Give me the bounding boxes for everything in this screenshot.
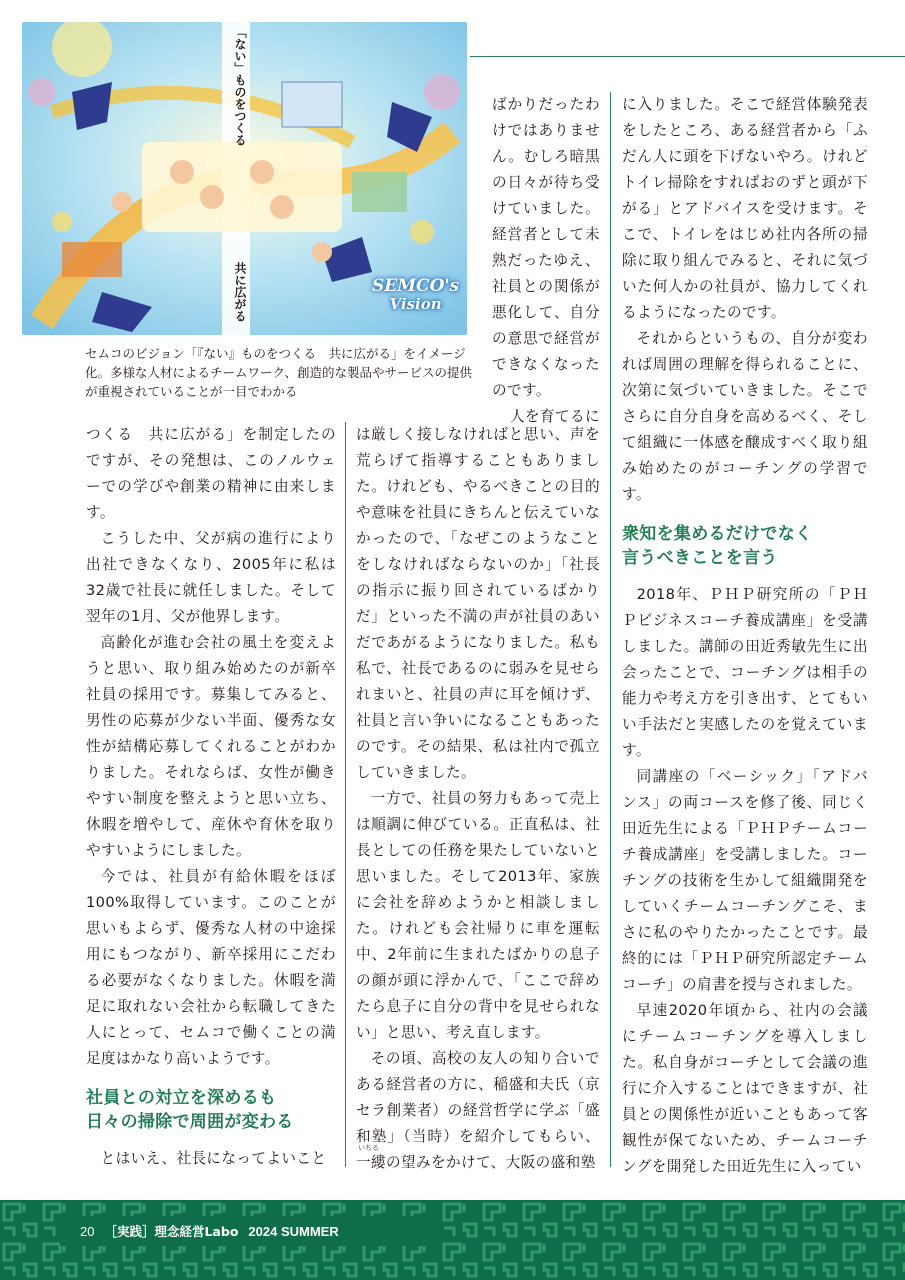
body-paragraph: 同講座の「ベーシック」「アドバンス」の両コースを修了後、同じく田近先生による「ＰＨＰチームコーチ養成講座」を受講しました。コーチングの技術を生かして組織開発をしていくチームコーチングこそ、まさに私のやりたかったことです。最終的には「ＰＨＰ研究所認定チームコーチ」の肩書を授与されました。 — [622, 768, 868, 993]
logo-line2: Vision — [389, 295, 442, 313]
body-paragraph: は厳しく接しなければと思い、声を荒らげて指導することもありました。けれども、やるべきことの目的や意味を社員にきちんと伝えていなかったので、「なぜこのようなことをしなければならないのか」「社長の指示に振り回されているばかりだ」といった不満の声が社員のあいだであがるようになりました。私も私で、社長であるのに弱みを見せられまいと、社員の声に耳を傾けず、社員と言い争いになることもあったのです。その結果、私は社内で孤立していきました。 — [356, 426, 600, 781]
body-paragraph: 2018年、ＰＨＰ研究所の「ＰＨＰビジネスコーチ養成講座」を受講しました。講師の田近秀敏先生に出会ったことで、コーチングは相手の能力や考え方を引き出す、とてもいい手法だと実感したのを覚えています。 — [622, 586, 868, 759]
column-rule — [610, 92, 611, 1167]
issue-label: 2024 SUMMER — [248, 1223, 339, 1239]
body-paragraph: 高齢化が進む会社の風土を変えようと思い、取り組み始めたのが新卒社員の採用です。募集してみると、男性の応募が少ない半面、優秀な女性が結構応募してくれることがわかりました。それならば、女性が働きやすい制度を整えようと思い立ち、休暇を増やして、産休や育休を取りやすいようにしました。 — [86, 634, 336, 859]
column-1 — [86, 422, 336, 1172]
top-rule — [470, 56, 905, 57]
body-paragraph: つくる 共に広がる」を制定したのですが、その発想は、このノルウェーでの学びや創業の精神に由来します。 — [86, 426, 336, 521]
section-heading — [622, 522, 868, 570]
body-paragraph: その頃、高校の友人の知り合いである経営者の方に、稲盛和夫氏（京セラ創業者）の経営哲学に学ぶ「盛和塾」（当時）を紹介してもらい、一縷の望みをかけて、大阪の盛和塾 — [356, 1050, 600, 1171]
body-paragraph: に入りました。そこで経営体験発表をしたところ、ある経営者から「ふだん人に頭を下げないやろ。けれどトイレ掃除をすればおのずと頭が下がる」とアドバイスを受けます。そこで、トイレをはじめ社内各所の掃除に取り組んでみると、それに気づいた何人かの社員が、協力してくれるようになったのです。 — [622, 96, 868, 321]
illustration-caption: セムコのビジョン「『ない』ものをつくる 共に広がる」をイメージ化。多様な人材によるチームワーク、創造的な製品やサービスの提供が重視されていることが一目でわかる — [85, 346, 473, 399]
body-paragraph: こうした中、父が病の進行により出社できなくなり、2005年に私は32歳で社長に就任しました。そして翌年の1月、父が他界します。 — [86, 530, 336, 625]
illustration-vertical-title: 「ない」ものをつくる — [233, 26, 247, 146]
body-paragraph: それからというもの、自分が変われば周囲の理解を得られることに、次第に気づいていきました。そこでさらに自分自身を高めるべく、そして組織に一体感を醸成すべく取り組み始めたのがコーチングの学習です。 — [622, 330, 868, 503]
column-2 — [356, 422, 600, 1176]
logo-line1: SEMCO's — [372, 276, 460, 296]
heading-line: 日々の掃除で周囲が変わる — [86, 1112, 294, 1132]
vision-illustration — [22, 22, 467, 335]
column-1-top — [492, 92, 600, 430]
heading-line: 衆知を集めるだけでなく — [622, 524, 813, 544]
illustration-vertical-subtitle: 共に広がる — [233, 262, 247, 322]
section-heading — [86, 1086, 336, 1134]
body-paragraph: ばかりだったわけではありません。むしろ暗黒の日々が待ち受けていました。経営者として未熟だったゆえ、社員との関係が悪化して、自分の意思で経営ができなくなったのです。 — [492, 96, 600, 399]
body-paragraph: 今では、社員が有給休暇をほぼ100%取得しています。このことが思いもよらず、優秀な人材の中途採用にもつながり、新卒採用にこだわる必要がなくなりました。休暇を満足に取れない会社から転職してきた人にとって、セムコで働くことの満足度はかなり高いようです。 — [86, 868, 336, 1067]
column-3 — [622, 92, 868, 1180]
body-paragraph: 一方で、社員の努力もあって売上は順調に伸びている。正直私は、社長としての任務を果たしていないと思いました。そして2013年、家族に会社を辞めようかと相談しました。けれども会社帰りに車を運転中、2年前に生まれたばかりの息子の顔が頭に浮かんで、「ここで辞めたら息子に自分の背中を見せられない」と思い、考え直します。 — [356, 790, 600, 1041]
footer-label — [60, 1216, 440, 1246]
page-footer — [0, 1200, 905, 1280]
ruby-reading: いちる — [358, 1144, 379, 1152]
heading-line: 言うべきことを言う — [622, 548, 778, 568]
magazine-title: ［実践］理念経営Labo — [104, 1224, 239, 1239]
heading-line: 社員との対立を深めるも — [86, 1088, 277, 1108]
page-number: 20 — [80, 1223, 95, 1239]
body-paragraph: とはいえ、社長になってよいこと — [100, 1150, 327, 1167]
body-paragraph: 人を育てるに — [510, 408, 600, 425]
semco-vision-logo — [372, 277, 459, 313]
column-rule — [345, 422, 346, 1167]
body-paragraph: 早速2020年頃から、社内の会議にチームコーチングを導入しました。私自身がコーチとして会議の進行に介入することはできますが、社員との関係性が近いこともあって客観性が保てないため、チームコーチングを開発した田近先生に入ってい — [622, 1002, 868, 1175]
